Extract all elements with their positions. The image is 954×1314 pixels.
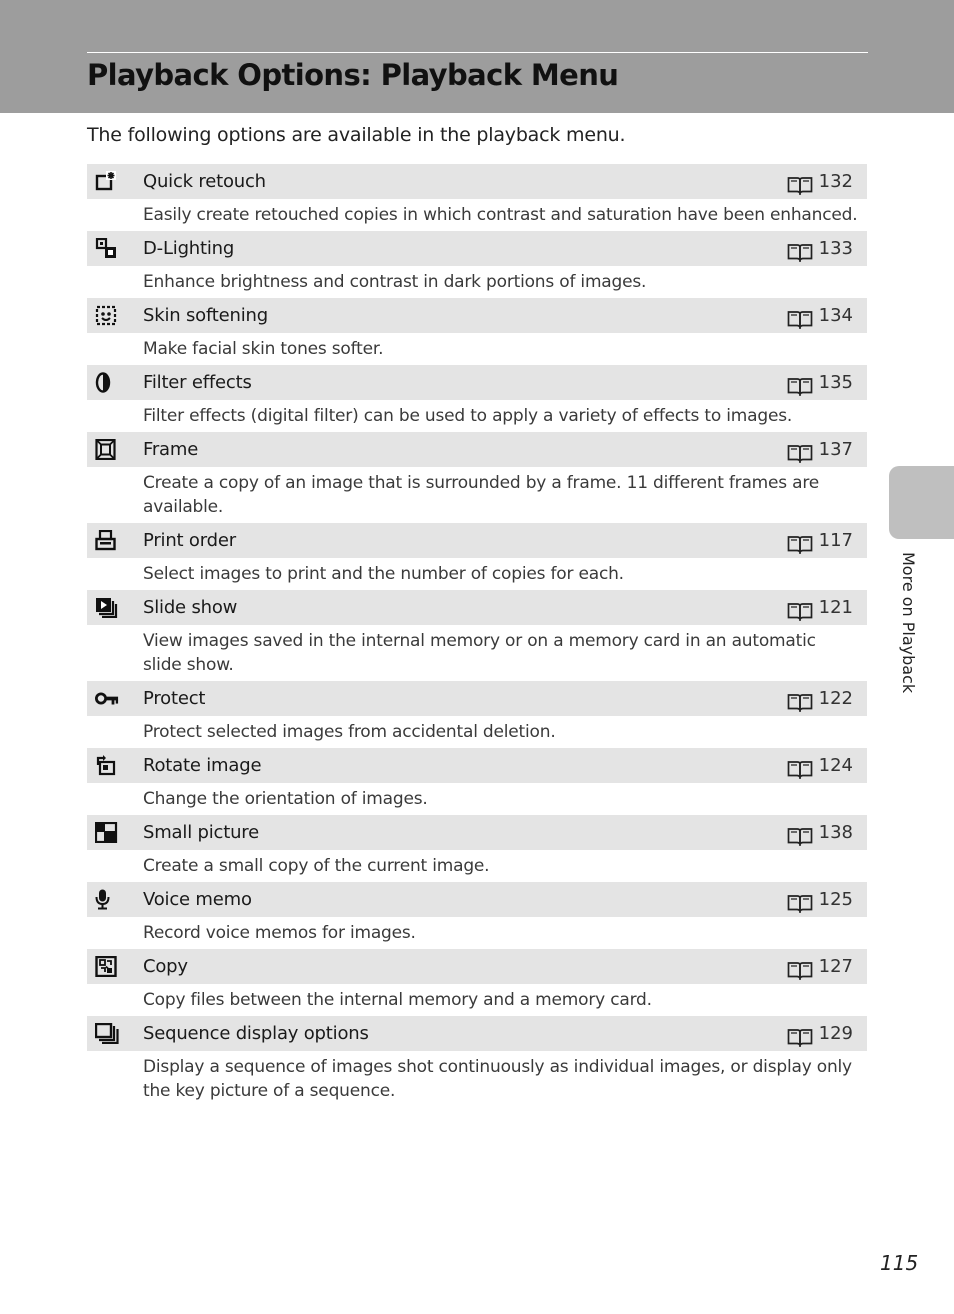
page-reference-number: 127	[818, 956, 853, 977]
menu-item-description: Easily create retouched copies in which contrast and saturation have been enhanced.	[143, 205, 858, 225]
small-picture-icon	[95, 822, 119, 843]
menu-item-row	[87, 949, 867, 984]
menu-item-description: Make facial skin tones softer.	[143, 339, 384, 359]
book-reference-icon	[787, 957, 813, 977]
page-reference-number: 137	[818, 439, 853, 460]
menu-item-name: Copy	[143, 956, 188, 977]
frame-icon	[95, 439, 119, 460]
slide-show-icon	[95, 597, 119, 618]
page-reference-number: 138	[818, 822, 853, 843]
menu-item-row	[87, 681, 867, 716]
side-tab	[889, 466, 954, 539]
book-reference-icon	[787, 373, 813, 393]
book-reference-icon	[787, 689, 813, 709]
menu-item-name: Quick retouch	[143, 171, 266, 192]
playback-menu-table	[87, 164, 867, 1107]
menu-item-name: Voice memo	[143, 889, 252, 910]
menu-item-name: D-Lighting	[143, 238, 235, 259]
menu-item-row	[87, 1016, 867, 1051]
page-reference-number: 134	[818, 305, 853, 326]
print-order-icon	[95, 530, 119, 551]
book-reference-icon	[787, 440, 813, 460]
page-title: Playback Options: Playback Menu	[87, 58, 619, 92]
page-reference	[787, 164, 853, 199]
page-reference-number: 117	[818, 530, 853, 551]
menu-item-description: Create a small copy of the current image.	[143, 856, 490, 876]
book-reference-icon	[787, 239, 813, 259]
header-band	[0, 0, 954, 113]
menu-item-row	[87, 815, 867, 850]
page-reference	[787, 882, 853, 917]
menu-item-description: Display a sequence of images shot continuously as individual images, or display only the key picture of a sequence.	[143, 1057, 852, 1101]
menu-item-row	[87, 590, 867, 625]
page-reference	[787, 949, 853, 984]
page-reference-number: 124	[818, 755, 853, 776]
intro-text: The following options are available in the playback menu.	[87, 124, 626, 146]
menu-item-description: Filter effects (digital filter) can be used to apply a variety of effects to images.	[143, 406, 793, 426]
page-reference-number: 135	[818, 372, 853, 393]
header-rule	[87, 52, 868, 53]
menu-item-name: Rotate image	[143, 755, 262, 776]
menu-item-name: Print order	[143, 530, 236, 551]
page-reference	[787, 1016, 853, 1051]
menu-item-row	[87, 523, 867, 558]
menu-item-row	[87, 164, 867, 199]
page-reference	[787, 815, 853, 850]
page-reference-number: 132	[818, 171, 853, 192]
page-reference	[787, 681, 853, 716]
book-reference-icon	[787, 531, 813, 551]
book-reference-icon	[787, 756, 813, 776]
book-reference-icon	[787, 306, 813, 326]
menu-item-description: Copy files between the internal memory and a memory card.	[143, 990, 652, 1010]
filter-effects-icon	[95, 372, 119, 393]
page-reference-number: 125	[818, 889, 853, 910]
book-reference-icon	[787, 1024, 813, 1044]
menu-item-description: Select images to print and the number of copies for each.	[143, 564, 624, 584]
copy-icon	[95, 956, 119, 977]
menu-item-row	[87, 748, 867, 783]
page-reference	[787, 365, 853, 400]
book-reference-icon	[787, 172, 813, 192]
page-reference	[787, 590, 853, 625]
menu-item-description: Protect selected images from accidental deletion.	[143, 722, 556, 742]
menu-item-name: Protect	[143, 688, 206, 709]
page-reference	[787, 748, 853, 783]
menu-item-row	[87, 298, 867, 333]
voice-memo-icon	[95, 889, 119, 910]
menu-item-description: Record voice memos for images.	[143, 923, 416, 943]
menu-item-name: Small picture	[143, 822, 259, 843]
menu-item-name: Frame	[143, 439, 199, 460]
menu-item-description: Enhance brightness and contrast in dark portions of images.	[143, 272, 647, 292]
page-reference	[787, 432, 853, 467]
menu-item-row	[87, 365, 867, 400]
quick-retouch-icon	[95, 171, 119, 192]
menu-item-name: Sequence display options	[143, 1023, 369, 1044]
menu-item-row	[87, 432, 867, 467]
menu-item-description: View images saved in the internal memory or on a memory card in an automatic slide show.	[143, 631, 816, 675]
skin-softening-icon	[95, 305, 119, 326]
page-number: 115	[880, 1251, 919, 1275]
book-reference-icon	[787, 598, 813, 618]
menu-item-row	[87, 882, 867, 917]
page-reference	[787, 231, 853, 266]
d-lighting-icon	[95, 238, 119, 259]
book-reference-icon	[787, 890, 813, 910]
page-reference-number: 121	[818, 597, 853, 618]
sequence-display-icon	[95, 1023, 119, 1044]
page-reference	[787, 523, 853, 558]
page-reference-number: 133	[818, 238, 853, 259]
menu-item-description: Change the orientation of images.	[143, 789, 428, 809]
protect-key-icon	[95, 688, 119, 709]
menu-item-name: Slide show	[143, 597, 238, 618]
menu-item-row	[87, 231, 867, 266]
menu-item-description: Create a copy of an image that is surrounded by a frame. 11 different frames are available.	[143, 473, 820, 517]
side-tab-label: More on Playback	[899, 552, 918, 694]
rotate-image-icon	[95, 755, 119, 776]
page-reference-number: 122	[818, 688, 853, 709]
page-reference-number: 129	[818, 1023, 853, 1044]
book-reference-icon	[787, 823, 813, 843]
menu-item-name: Skin softening	[143, 305, 268, 326]
menu-item-name: Filter effects	[143, 372, 252, 393]
page-reference	[787, 298, 853, 333]
